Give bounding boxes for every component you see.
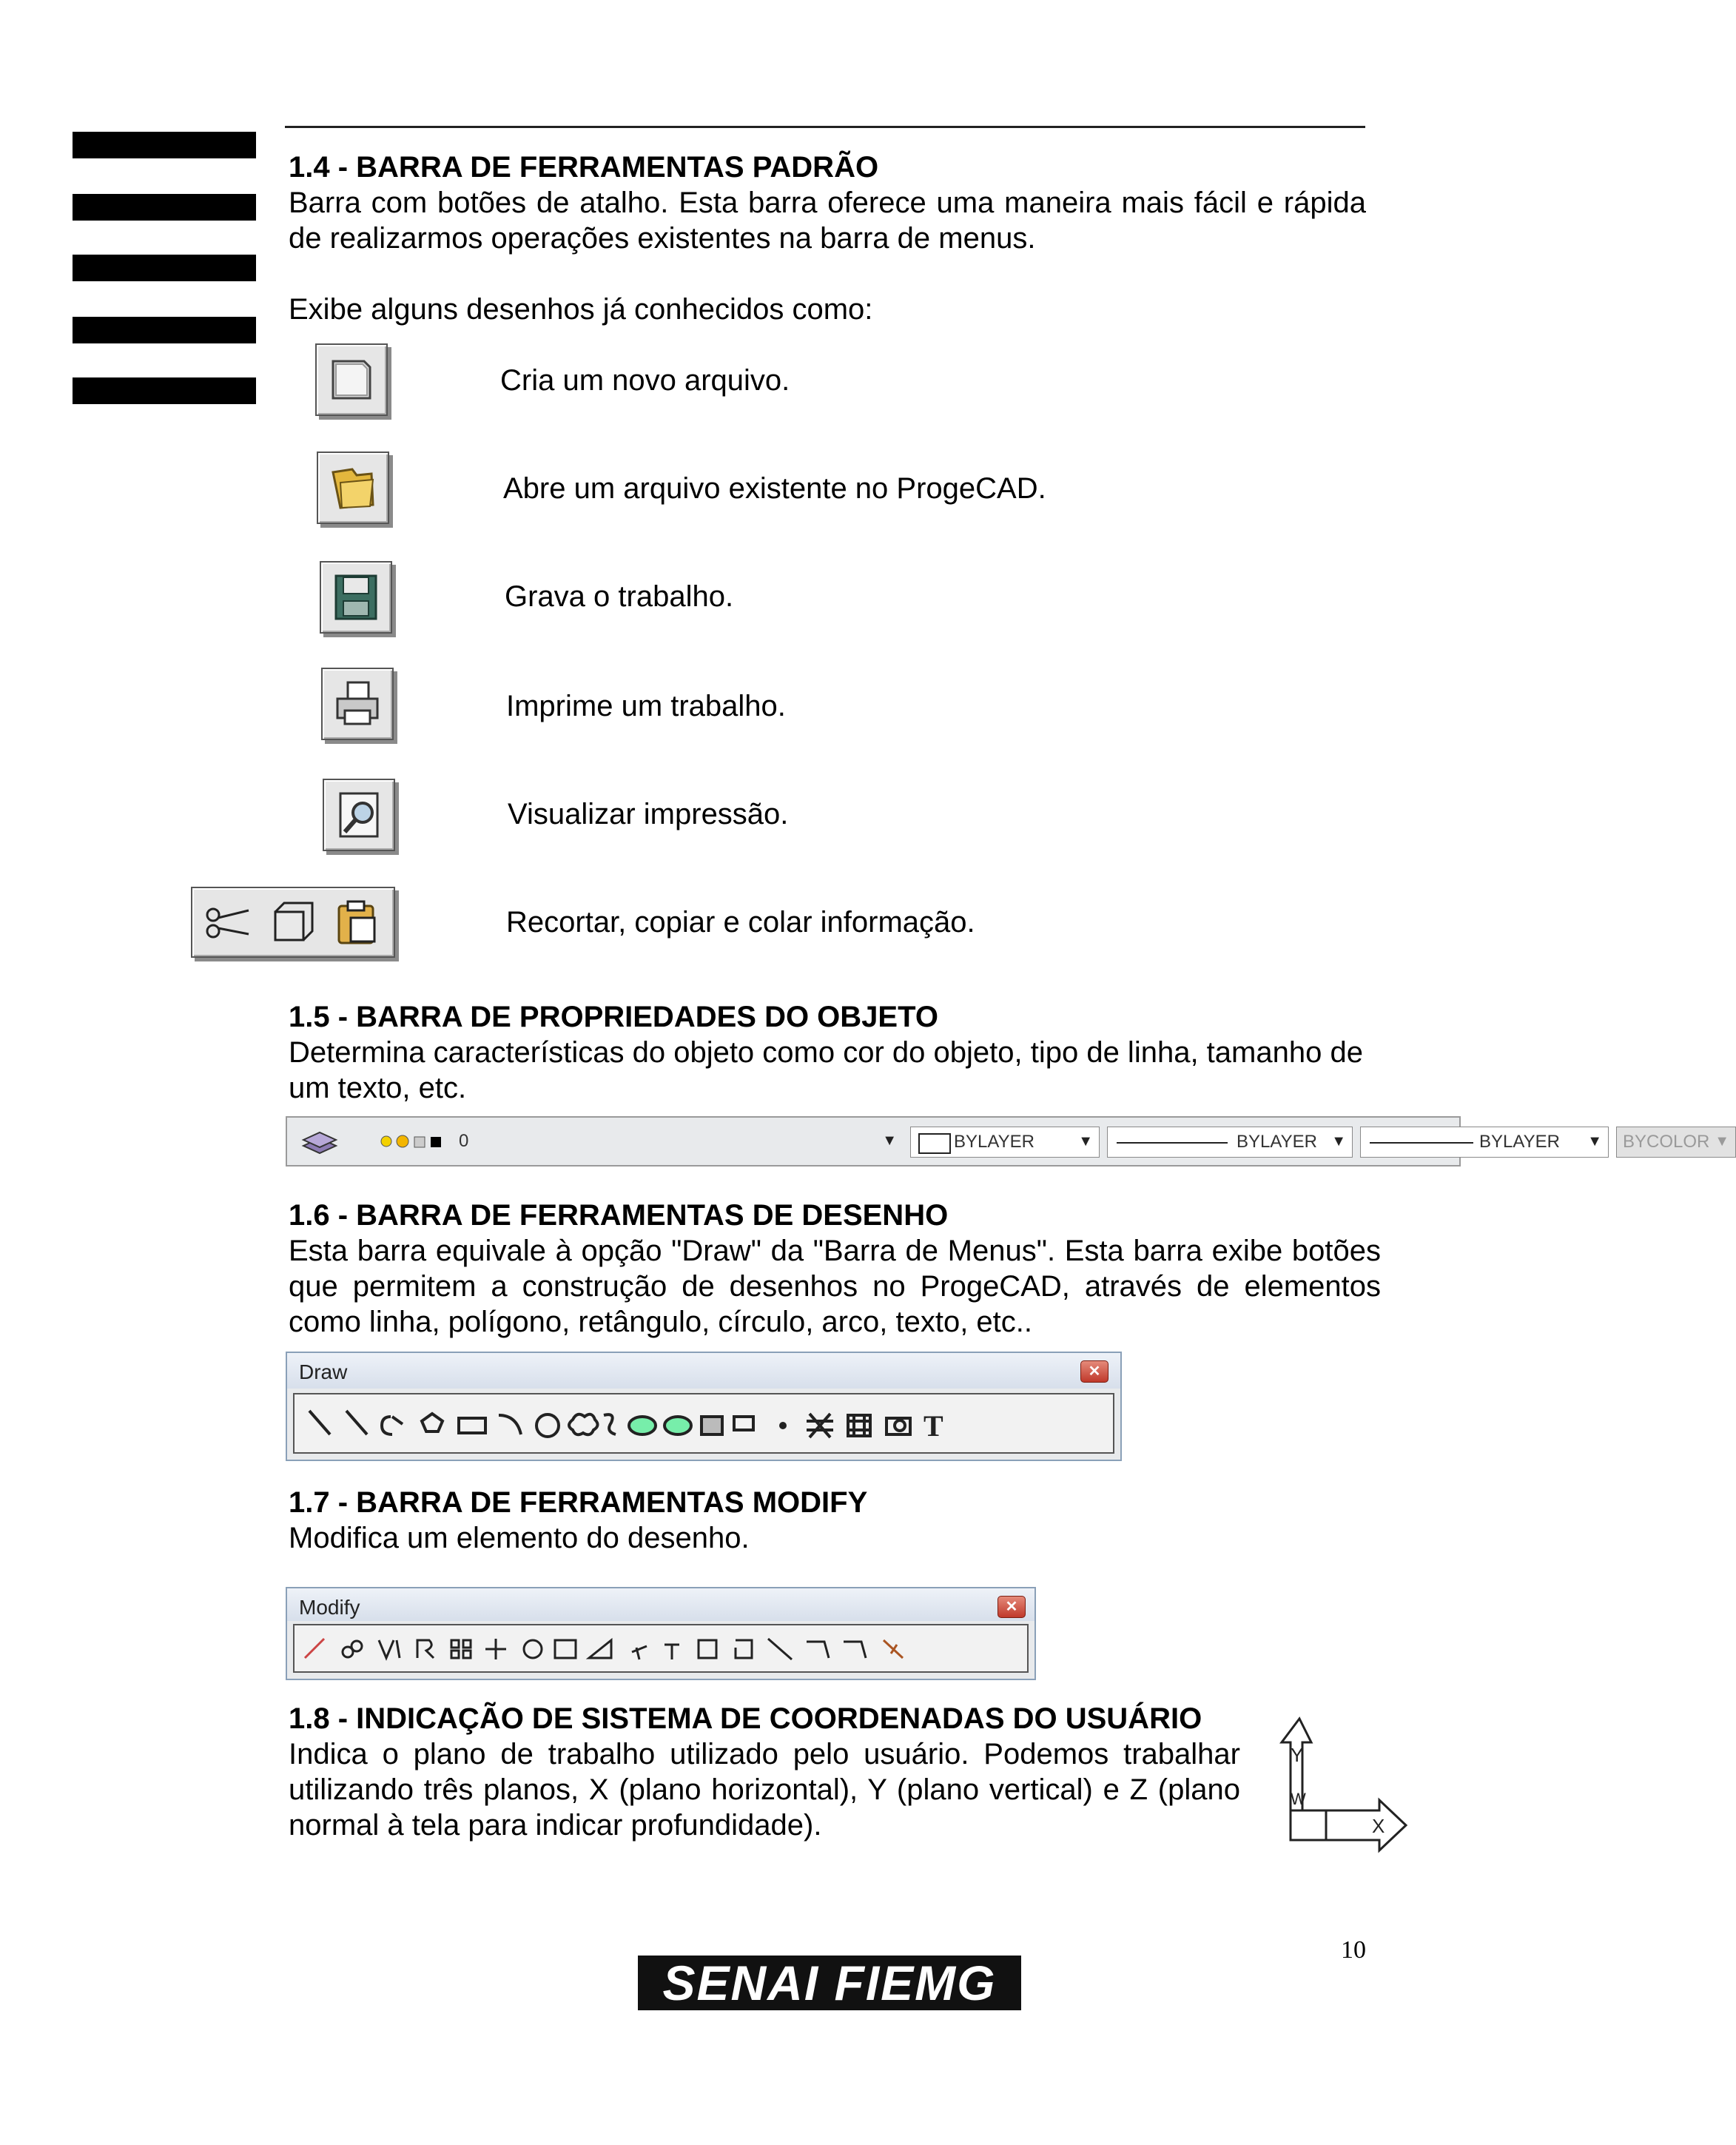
sidebar-bar-4 — [73, 317, 256, 343]
plotstyle-dropdown[interactable] — [1616, 1127, 1736, 1158]
paragraph-1-7: Modifica um elemento do desenho. — [289, 1522, 750, 1554]
lineweight-dropdown[interactable] — [1360, 1127, 1609, 1158]
paragraph-1-8: Indica o plano de trabalho utilizado pelo usuário. Podemos trabalhar utilizando três planos, X (plano horizontal), Y (plano vertical) e Z (plano normal à tela para indicar profundidade). — [289, 1738, 1240, 1842]
modify-tool-icons[interactable] — [295, 1625, 1027, 1671]
heading-1-5: 1.5 - BARRA DE PROPRIEDADES DO OBJETO — [289, 1001, 938, 1033]
layer-manager-icon[interactable] — [297, 1119, 342, 1164]
heading-1-4: 1.4 - BARRA DE FERRAMENTAS PADRÃO — [289, 151, 879, 184]
linetype-dropdown[interactable] — [1107, 1127, 1353, 1158]
save-button[interactable] — [320, 561, 392, 634]
close-icon: ✕ — [1088, 1363, 1101, 1380]
layer-dropdown[interactable] — [369, 1127, 903, 1156]
printer-icon — [323, 669, 392, 739]
close-button[interactable] — [1080, 1360, 1108, 1383]
modify-toolbar-title: Modify — [299, 1596, 360, 1619]
chevron-down-icon: ▼ — [882, 1132, 897, 1149]
ucs-w-label: W — [1291, 1790, 1306, 1808]
open-folder-icon — [318, 453, 388, 523]
print-preview-icon — [324, 780, 394, 850]
close-button[interactable] — [997, 1596, 1026, 1618]
color-value: BYLAYER — [954, 1132, 1034, 1152]
paragraph-1-4: Barra com botões de atalho. Esta barra oferece uma maneira mais fácil e rápida de realizarmos operações existentes na barra de menus. — [289, 187, 1366, 255]
ucs-x-label: X — [1372, 1815, 1385, 1837]
draw-toolbar-title: Draw — [299, 1360, 348, 1383]
open-file-description: Abre um arquivo existente no ProgeCAD. — [503, 472, 1046, 505]
sidebar-bar-5 — [73, 377, 256, 404]
sidebar-bar-1 — [73, 132, 256, 158]
new-file-icon — [317, 345, 386, 414]
chevron-down-icon: ▼ — [1331, 1133, 1346, 1149]
layer-value: 0 — [459, 1131, 469, 1151]
lineweight-value: BYLAYER — [1479, 1132, 1560, 1152]
print-description: Imprime um trabalho. — [506, 690, 786, 722]
plotstyle-value: BYCOLOR — [1623, 1132, 1710, 1152]
logo-text: SENAI FIEMG — [662, 1956, 997, 2010]
paragraph-1-6: Esta barra equivale à opção "Draw" da "Barra de Menus". Esta barra exibe botões que permitem a construção de desenhos no ProgeCAD, através de elementos como linha, polígono, retângulo, círculo, arco, texto, etc.. — [289, 1235, 1381, 1338]
heading-1-8: 1.8 - INDICAÇÃO DE SISTEMA DE COORDENADAS DO USUÁRIO — [289, 1702, 1202, 1735]
save-description: Grava o trabalho. — [505, 580, 734, 613]
text-tool-label: T — [923, 1409, 943, 1443]
linetype-sample — [1117, 1142, 1228, 1144]
draw-tool-icons[interactable] — [295, 1394, 1113, 1452]
senai-fiemg-logo — [638, 1956, 1021, 2010]
new-file-button[interactable] — [315, 343, 388, 416]
chevron-down-icon: ▼ — [1587, 1133, 1602, 1149]
cut-icon[interactable] — [198, 888, 258, 956]
heading-1-6: 1.6 - BARRA DE FERRAMENTAS DE DESENHO — [289, 1199, 949, 1232]
header-rule — [285, 126, 1365, 128]
linetype-value: BYLAYER — [1237, 1132, 1317, 1152]
copy-icon[interactable] — [263, 888, 323, 956]
draw-toolbar — [286, 1352, 1122, 1461]
ucs-y-label: Y — [1291, 1744, 1304, 1766]
draw-toolbar-titlebar[interactable] — [287, 1353, 1120, 1389]
object-properties-toolbar — [286, 1116, 1729, 1167]
modify-toolbar — [286, 1587, 1036, 1680]
sidebar-bar-3 — [73, 255, 256, 281]
save-disk-icon — [321, 563, 391, 632]
print-preview-button[interactable] — [323, 779, 395, 851]
color-dropdown[interactable] — [910, 1127, 1100, 1158]
chevron-down-icon: ▼ — [1078, 1133, 1093, 1149]
modify-tools-row — [293, 1624, 1029, 1673]
cut-copy-paste-description: Recortar, copiar e colar informação. — [506, 906, 975, 939]
lineweight-sample — [1370, 1142, 1473, 1144]
draw-tools-row — [293, 1393, 1114, 1454]
cut-copy-paste-toolbar — [191, 887, 395, 958]
modify-toolbar-titlebar[interactable] — [287, 1588, 1034, 1621]
paste-icon[interactable] — [329, 888, 388, 956]
sidebar-bar-2 — [73, 194, 256, 221]
open-file-button[interactable] — [317, 452, 389, 524]
color-swatch — [918, 1133, 951, 1154]
print-button[interactable] — [321, 668, 394, 740]
page-number: 10 — [1341, 1936, 1366, 1964]
ucs-icon — [1276, 1714, 1424, 1855]
intro-1-4: Exibe alguns desenhos já conhecidos como: — [289, 293, 873, 326]
print-preview-description: Visualizar impressão. — [508, 798, 789, 830]
paragraph-1-5: Determina características do objeto como cor do objeto, tipo de linha, tamanho de um texto, etc. — [289, 1036, 1363, 1104]
new-file-description: Cria um novo arquivo. — [500, 364, 790, 397]
chevron-down-icon: ▼ — [1715, 1133, 1729, 1149]
close-icon: ✕ — [1005, 1599, 1018, 1615]
heading-1-7: 1.7 - BARRA DE FERRAMENTAS MODIFY — [289, 1486, 868, 1519]
